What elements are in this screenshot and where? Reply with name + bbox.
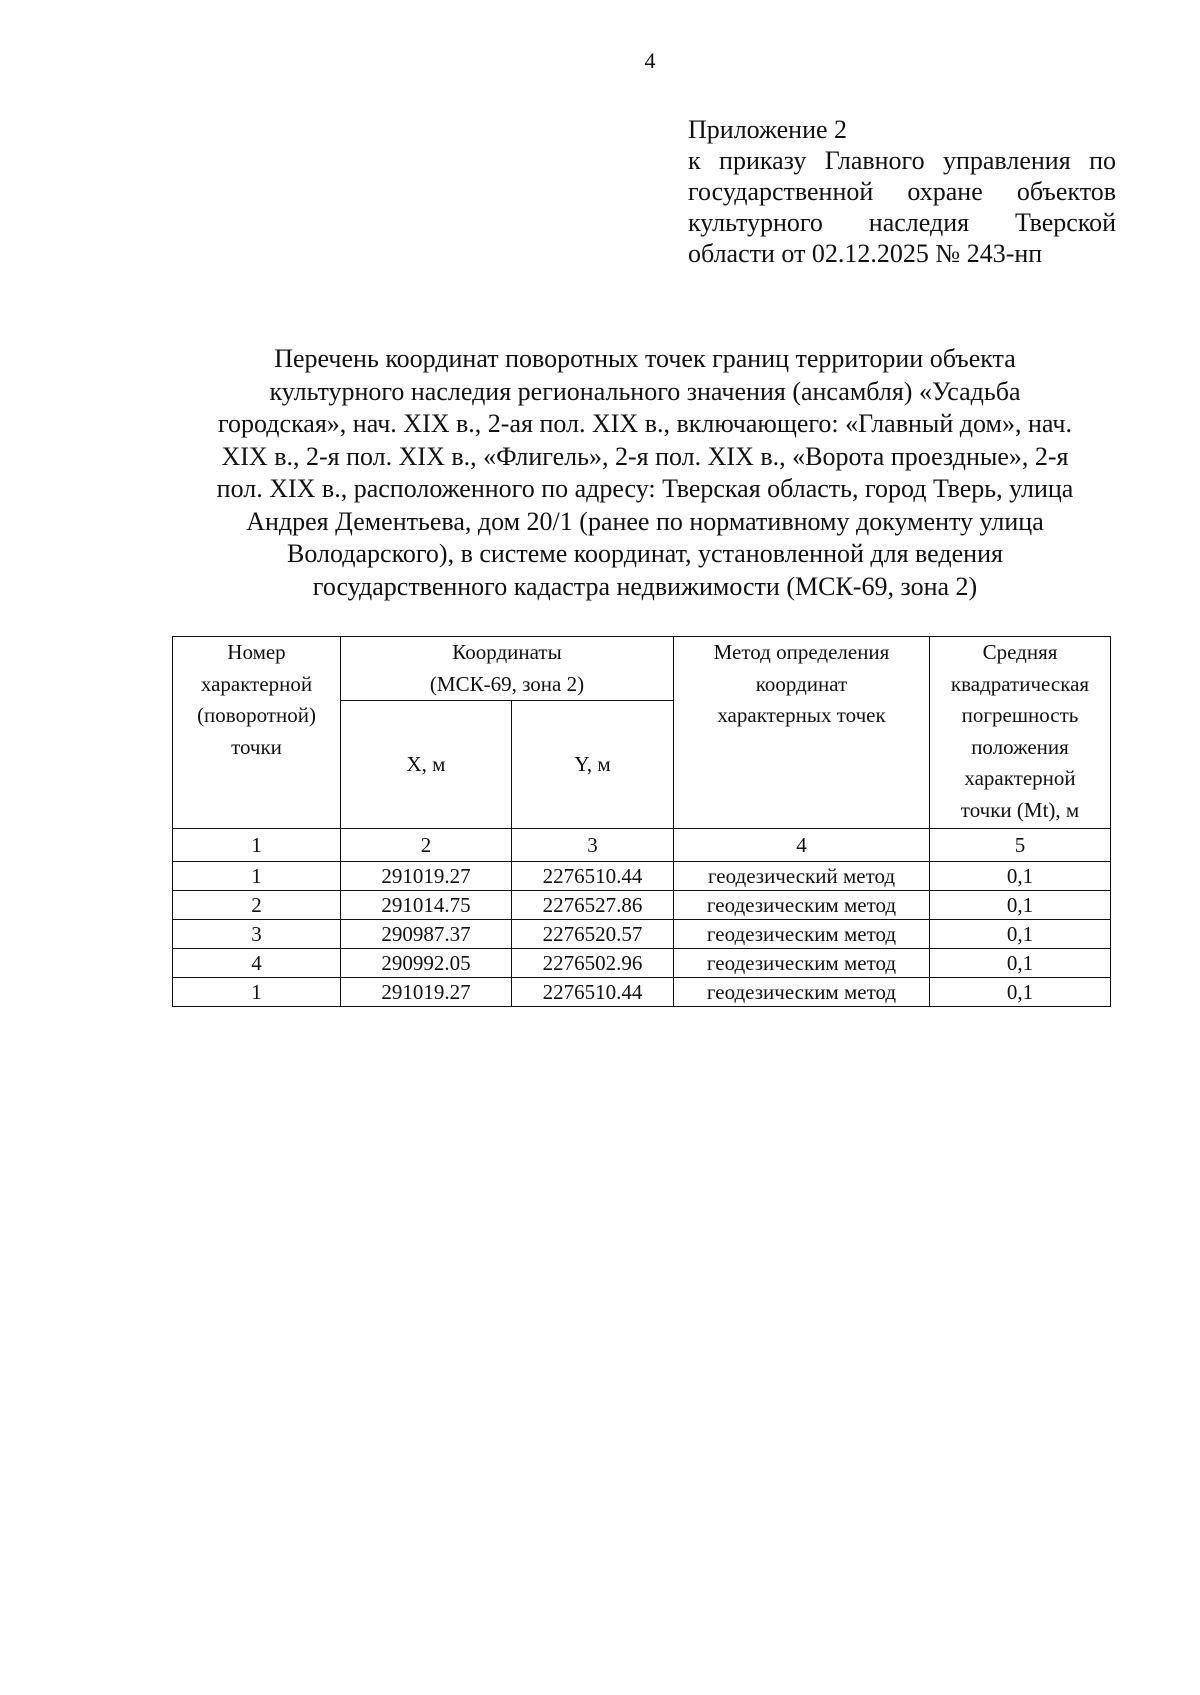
appendix-line: к приказу Главного управления по [688,146,1116,175]
heading-line: Андрея Дементьева, дом 20/1 (ранее по нормативному документу улица [246,506,1044,536]
cell-x: 290987.37 [341,920,512,949]
cell-y: 2276527.86 [512,891,674,920]
cell-method: геодезический метод [674,862,930,891]
cell-point: 1 [173,862,341,891]
cell-y: 2276510.44 [512,862,674,891]
table-row [173,978,1111,1007]
header-error: Средняя квадратическая погрешность положения характерной точки (Mt), м [930,637,1111,829]
cell-method: геодезическим метод [674,891,930,920]
cell-method: геодезическим метод [674,920,930,949]
appendix-block [688,114,1116,269]
cell-error: 0,1 [930,862,1111,891]
heading-line: культурного наследия регионального значения (ансамбля) «Усадьба [269,376,1021,406]
appendix-title: Приложение 2 [688,115,848,144]
column-number: 5 [930,829,1111,862]
heading-line: государственного кадастра недвижимости (МСК-69, зона 2) [312,571,978,601]
table-row [173,920,1111,949]
cell-y: 2276520.57 [512,920,674,949]
coordinates-table [172,636,1111,1007]
header-x: X, м [341,701,512,829]
cell-x: 291019.27 [341,978,512,1007]
column-number: 4 [674,829,930,862]
header-coordinates: Координаты (МСК-69, зона 2) [341,637,674,701]
column-number: 2 [341,829,512,862]
column-numbers-row [173,829,1111,862]
document-heading [160,343,1130,603]
cell-error: 0,1 [930,978,1111,1007]
header-point-number: Номер характерной (поворотной) точки [173,637,341,829]
cell-method: геодезическим метод [674,949,930,978]
header-method: Метод определения координат характерных точек [674,637,930,829]
table-row [173,862,1111,891]
header-y: Y, м [512,701,674,829]
cell-method: геодезическим метод [674,978,930,1007]
cell-error: 0,1 [930,949,1111,978]
table-row [173,891,1111,920]
cell-x: 290992.05 [341,949,512,978]
column-number: 3 [512,829,674,862]
heading-line: Володарского), в системе координат, установленной для ведения [287,539,1003,568]
cell-point: 2 [173,891,341,920]
heading-line: XIX в., 2-я пол. XIX в., «Флигель», 2-я пол. XIX в., «Ворота проездные», 2-я [221,441,1069,471]
appendix-line: культурного наследия Тверской [688,208,1116,237]
heading-line: Перечень координат поворотных точек границ территории объекта [274,344,1016,373]
appendix-line: государственной охране объектов [688,177,1116,206]
heading-line: пол. XIX в., расположенного по адресу: Тверская область, город Тверь, улица [216,474,1074,503]
cell-point: 3 [173,920,341,949]
page-number: 4 [644,48,656,73]
cell-x: 291019.27 [341,862,512,891]
cell-y: 2276510.44 [512,978,674,1007]
column-number: 1 [173,829,341,862]
cell-y: 2276502.96 [512,949,674,978]
heading-line: городская», нач. XIX в., 2-ая пол. XIX в., включающего: «Главный дом», нач. [218,409,1072,438]
table-row [173,949,1111,978]
cell-point: 4 [173,949,341,978]
cell-point: 1 [173,978,341,1007]
appendix-line: области от 02.12.2025 № 243-нп [688,239,1043,268]
cell-error: 0,1 [930,920,1111,949]
cell-error: 0,1 [930,891,1111,920]
cell-x: 291014.75 [341,891,512,920]
